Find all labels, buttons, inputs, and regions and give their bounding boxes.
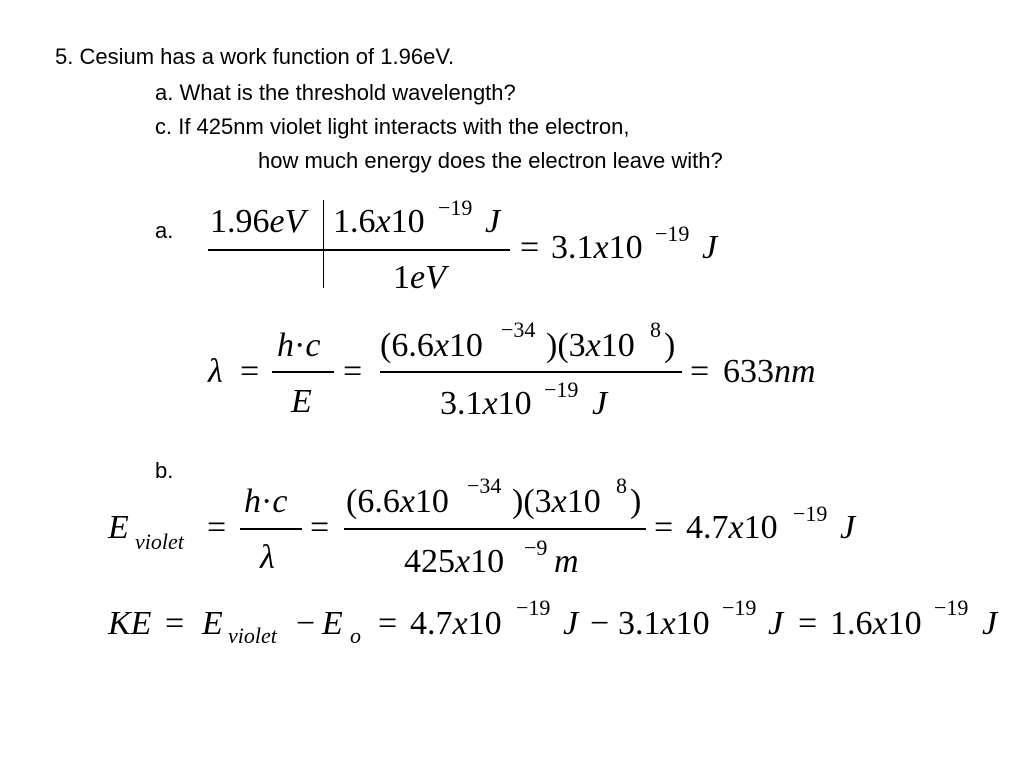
wavelength-big-denominator: 3.1x10: [440, 385, 532, 422]
conversion-equals: =: [520, 229, 540, 266]
violet-num-exp1: −34: [467, 473, 502, 498]
ke-eq3: =: [798, 605, 818, 642]
conversion-divider: [323, 200, 324, 288]
e-violet-symbol: E: [108, 509, 129, 546]
wavelength-num-close: ): [664, 327, 676, 364]
wavelength-result: 633nm: [723, 353, 816, 390]
conversion-result-unit: J: [702, 229, 718, 266]
wavelength-den-exp: −19: [544, 377, 579, 402]
wavelength-num-exp1: −34: [501, 317, 536, 342]
violet-result-unit: J: [840, 509, 856, 546]
wavelength-eq2: =: [343, 353, 363, 390]
wavelength-big-numerator-part2: )(3x10: [546, 327, 635, 364]
violet-hc-fraction-bar: [240, 528, 302, 530]
ke-minus2: −: [590, 605, 610, 642]
violet-eq2: =: [310, 509, 330, 546]
violet-num-close: ): [630, 483, 642, 520]
violet-big-numerator: (6.6x10: [346, 483, 449, 520]
e-violet-subscript: violet: [135, 529, 184, 554]
ke-minus1: −: [296, 605, 316, 642]
violet-eq3: =: [654, 509, 674, 546]
wavelength-den-unit: J: [592, 385, 608, 422]
ke-term2-unit: J: [768, 605, 784, 642]
ke-term2: 3.1x10: [618, 605, 710, 642]
violet-den-exp: −9: [524, 535, 548, 560]
solution-a-label: a.: [155, 218, 174, 243]
violet-fraction-bar: [344, 528, 646, 530]
conversion-result: 3.1x10: [551, 229, 643, 266]
ke-e-o: E: [322, 605, 343, 642]
solution-b-label: b.: [155, 458, 174, 483]
hc-fraction-bar: [272, 371, 334, 373]
part-c-question-line1: c. If 425nm violet light interacts with the electron,: [155, 114, 630, 139]
violet-result-exp: −19: [793, 501, 828, 526]
hc-numerator: h·c: [277, 327, 321, 364]
ke-term1-exp: −19: [516, 595, 551, 620]
wavelength-eq1: =: [240, 353, 260, 390]
ke-e-o-subscript: o: [350, 623, 361, 648]
ke-term2-exp: −19: [722, 595, 757, 620]
conversion-denominator: 1eV: [393, 259, 446, 296]
wavelength-fraction-bar: [380, 371, 682, 373]
ke-e-violet-subscript: violet: [228, 623, 277, 648]
conversion-fraction-bar: [208, 249, 510, 251]
violet-num-exp2: 8: [616, 473, 627, 498]
ke-term1-unit: J: [563, 605, 579, 642]
violet-hc-numerator: h·c: [244, 483, 288, 520]
part-c-question-line2: how much energy does the electron leave with?: [258, 148, 723, 173]
energy-denominator: E: [291, 383, 312, 420]
wavelength-num-exp2: 8: [650, 317, 661, 342]
problem-title: 5. Cesium has a work function of 1.96eV.: [55, 44, 455, 69]
ke-term1: 4.7x10: [410, 605, 502, 642]
conversion-factor-exponent: −19: [438, 195, 473, 220]
conversion-result-exponent: −19: [655, 221, 690, 246]
conversion-factor-numerator: 1.6x10: [333, 203, 425, 240]
violet-lambda-denominator: λ: [260, 539, 275, 576]
conversion-factor-unit: J: [485, 203, 501, 240]
violet-big-numerator-part2: )(3x10: [512, 483, 601, 520]
wavelength-eq3: =: [690, 353, 710, 390]
lambda-symbol: λ: [208, 353, 223, 390]
violet-big-denominator: 425x10: [404, 543, 505, 580]
given-value: 1.96eV: [210, 203, 306, 240]
violet-result: 4.7x10: [686, 509, 778, 546]
violet-den-unit: m: [554, 543, 579, 580]
ke-eq2: =: [378, 605, 398, 642]
ke-eq1: =: [165, 605, 185, 642]
wavelength-big-numerator: (6.6x10: [380, 327, 483, 364]
ke-symbol: KE: [108, 605, 152, 642]
ke-result-unit: J: [982, 605, 998, 642]
part-a-question: a. What is the threshold wavelength?: [155, 80, 516, 105]
ke-e-violet: E: [202, 605, 223, 642]
ke-result-exp: −19: [934, 595, 969, 620]
violet-eq1: =: [207, 509, 227, 546]
ke-result: 1.6x10: [830, 605, 922, 642]
